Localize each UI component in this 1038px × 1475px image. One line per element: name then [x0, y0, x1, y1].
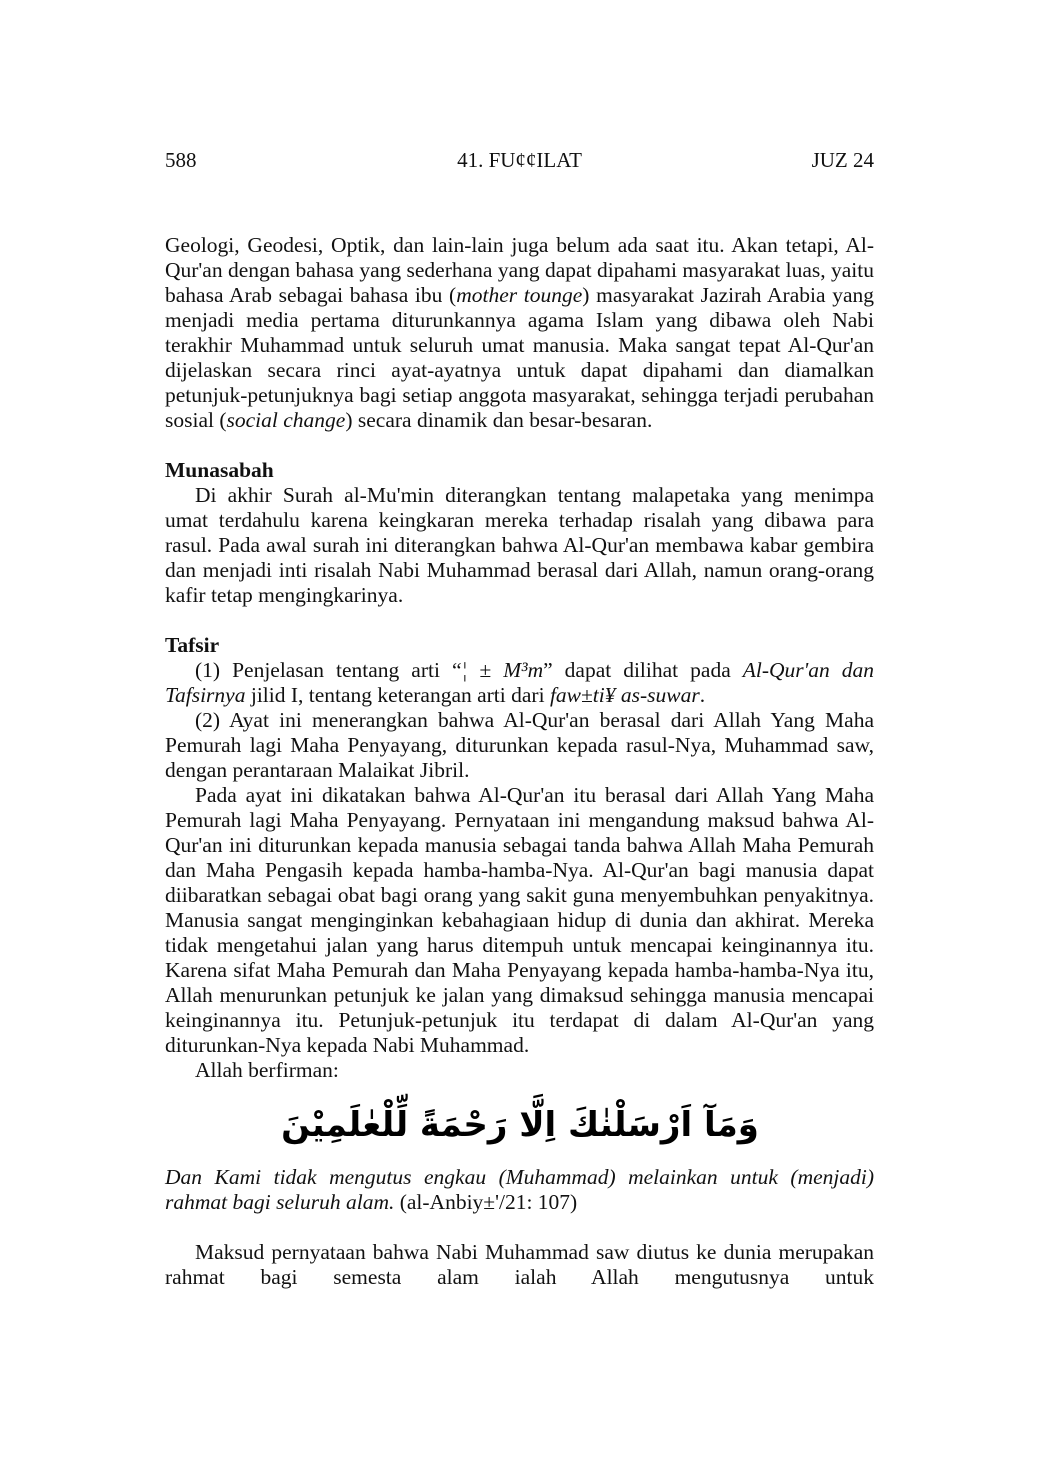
arabic-verse-text: وَمَآ اَرْسَلْنٰكَ اِلَّا رَحْمَةً لِّلْعٰلَمِيْنَ [280, 1105, 759, 1145]
tafsir-heading: Tafsir [165, 633, 220, 657]
intro-paragraph [165, 233, 874, 433]
munasabah-paragraph: Di akhir Surah al-Mu'min diterangkan tentang malapetaka yang menimpa umat terdahulu karena keingkaran mereka terhadap risalah yang dibawa para rasul. Pada awal surah ini diterangkan bahwa Al-Qur'an membawa kabar gembira dan menjadi inti risalah Nabi Muhammad berasal dari Allah, namun orang-orang kafir tetap mengingkarinya. [165, 483, 874, 607]
verse-translation-italic: Dan Kami tidak mengutus engkau (Muhammad) melainkan untuk (menjadi) rahmat bagi seluruh alam. [165, 1165, 874, 1214]
tafsir-p1-ha-mim: ¦ ± M³m [461, 658, 544, 682]
tafsir-p1-text-3: jilid I, tentang keterangan arti dari [245, 683, 550, 707]
allah-berfirman: Allah berfirman: [195, 1058, 339, 1082]
tafsir-p1-text-1: (1) Penjelasan tentang arti “ [195, 658, 462, 682]
quran-verse-calligraphy [165, 1088, 874, 1162]
verse-translation [165, 1165, 874, 1215]
intro-text-2: ) masyarakat Jazirah Arabia yang menjadi media pertama diturunkannya agama Islam yang dibawa oleh Nabi terakhir Muhammad untuk seluruh umat manusia. Maka sangat tepat Al-Qur'an dijelaskan secara rinci ayat-ayatnya untuk dapat dipahami dan diamalkan petunjuk-petunjuknya bagi setiap anggota masyarakat, sehingga terjadi perubahan sosial ( [165, 283, 874, 432]
intro-text-3: ) secara dinamik dan besar-besaran. [345, 408, 653, 432]
arabic-verse-image [280, 1088, 759, 1162]
page-header [165, 146, 874, 174]
tafsir-paragraph-4: Maksud pernyataan bahwa Nabi Muhammad saw diutus ke dunia merupakan rahmat bagi semesta alam ialah Allah mengutusnya untuk [165, 1240, 874, 1289]
tafsir-paragraph-3: Pada ayat ini dikatakan bahwa Al-Qur'an itu berasal dari Allah Yang Maha Pemurah lagi Maha Penyayang. Pernyataan ini mengandung maksud bahwa Al-Qur'an ini diturunkan kepada manusia sebagai tanda bahwa Allah Maha Pemurah dan Maha Pengasih kepada hamba-hamba-Nya. Al-Qur'an bagi manusia dapat diibaratkan sebagai obat bagi orang yang sakit guna menyembuhkan penyakitnya. Manusia sangat menginginkan kebahagiaan hidup di dunia dan akhirat. Mereka tidak mengetahui jalan yang harus ditempuh untuk mencapai keinginannya itu. Karena sifat Maha Pemurah dan Maha Penyayang kepada hamba-hamba-Nya itu, Allah menurunkan petunjuk ke jalan yang dimaksud sehingga manusia mencapai keinginannya itu. Petunjuk-petunjuk itu terdapat di dalam Al-Qur'an yang diturunkan-Nya kepada Nabi Muhammad. [165, 783, 874, 1057]
page-number: 588 [165, 148, 197, 172]
tafsir-p1-text-2: ” dapat dilihat pada [543, 658, 743, 682]
tafsir-paragraph-2: (2) Ayat ini menerangkan bahwa Al-Qur'an berasal dari Allah Yang Maha Pemurah lagi Maha Penyayang, diturunkan kepada rasul-Nya, Muhammad saw, dengan perantaraan Malaikat Jibril. [165, 708, 874, 782]
tafsir-p1-text-4: . [699, 683, 706, 707]
verse-reference: (al-Anbiy±'/21: 107) [394, 1190, 578, 1214]
juz-label: JUZ 24 [811, 148, 874, 172]
tafsir-paragraph-1 [165, 658, 874, 708]
page-body [165, 233, 874, 1290]
tafsir-p1-book-title: Al-Qur'an dan Tafsirnya [165, 658, 875, 707]
tafsir-p1-fawatih: faw±ti¥ as-suwar [549, 683, 700, 707]
surah-title: 41. FU¢¢ILAT [457, 148, 582, 172]
intro-text-1: Geologi, Geodesi, Optik, dan lain-lain juga belum ada saat itu. Akan tetapi, Al-Qur'an dengan bahasa yang sederhana yang dapat dipahami masyarakat luas, yaitu bahasa Arab sebagai bahasa ibu ( [165, 233, 874, 307]
munasabah-heading: Munasabah [165, 458, 274, 482]
intro-italic-social-change: social change [226, 408, 346, 432]
intro-italic-mother-tongue: mother tounge [456, 283, 583, 307]
